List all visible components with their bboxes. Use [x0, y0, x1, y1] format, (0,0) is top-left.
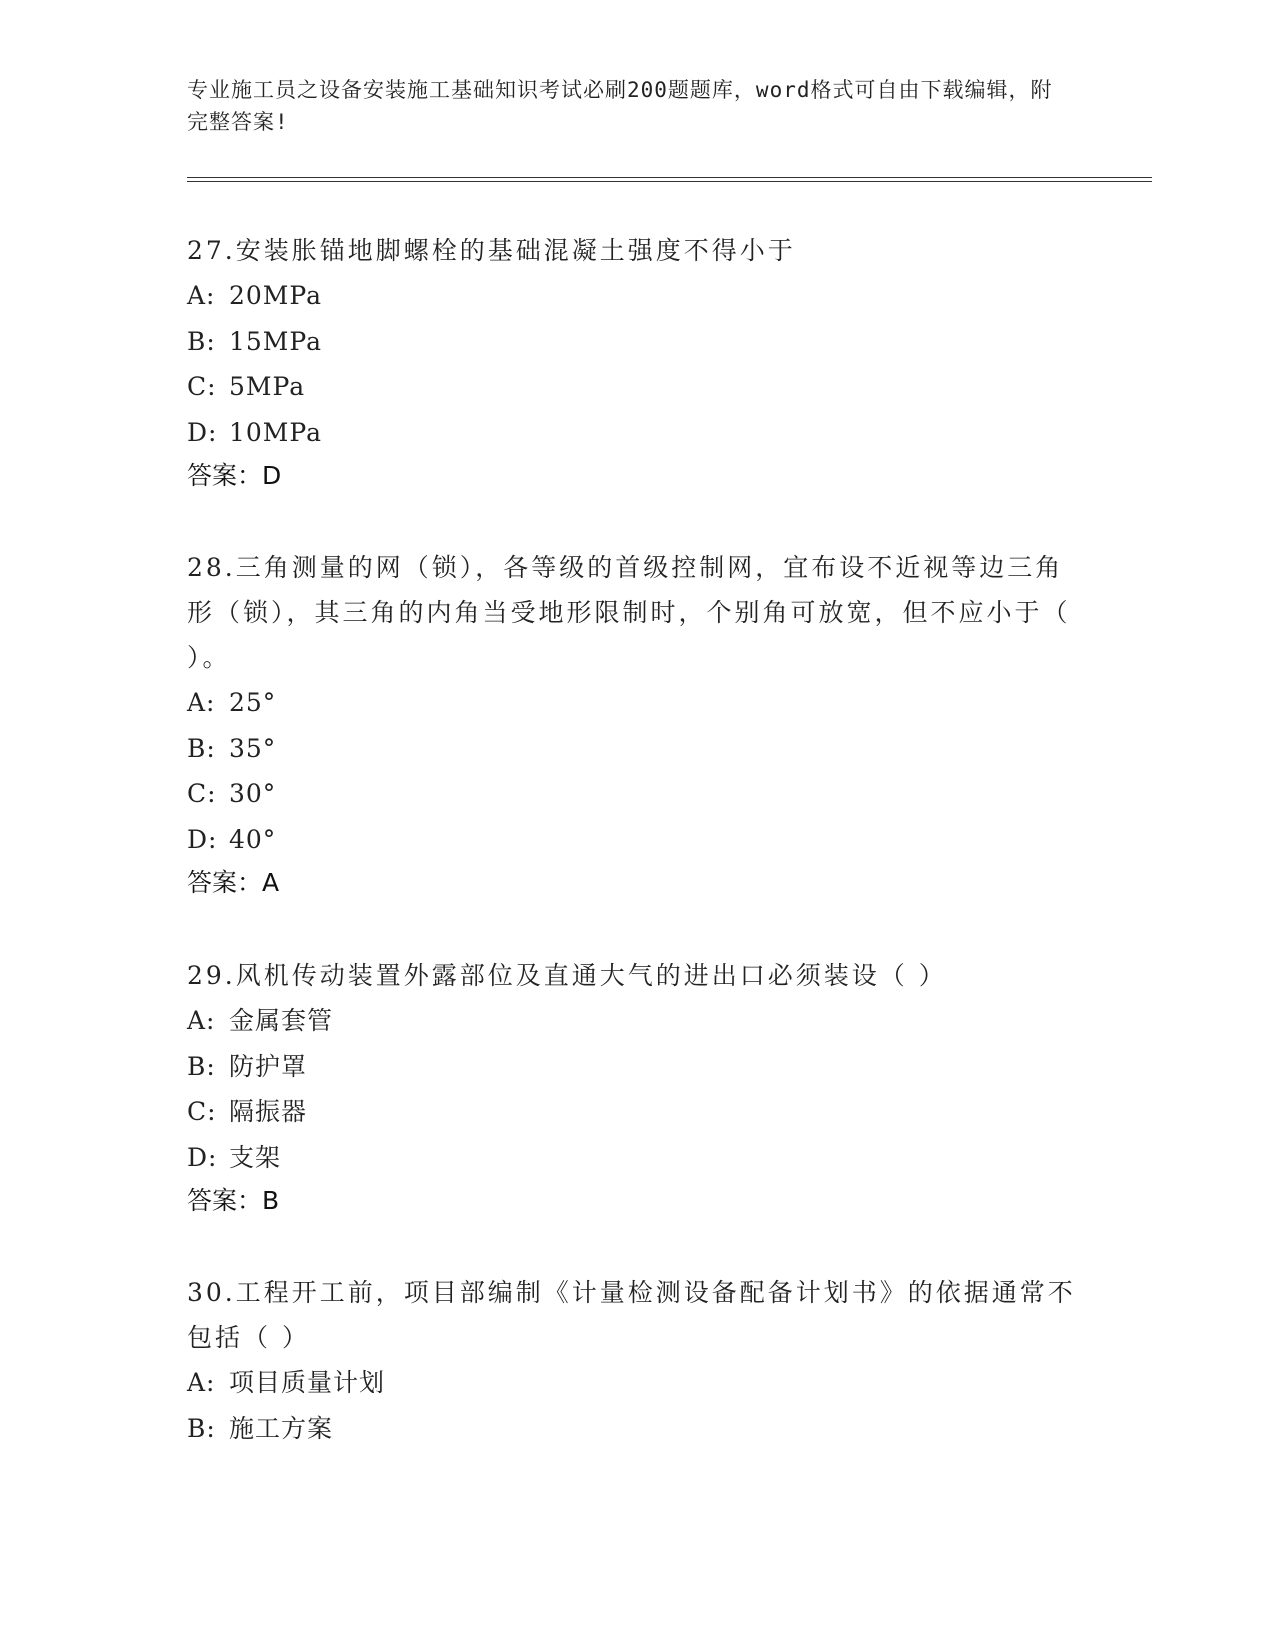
- option-text: 40°: [229, 824, 277, 854]
- question-stem: 28.三角测量的网（锁），各等级的首级控制网，宜布设不近视等边三角形（锁），其三角的内角当受地形限制时，个别角可放宽，但不应小于（ ）。: [187, 553, 1071, 672]
- option-text: 支架: [229, 1142, 282, 1172]
- answer-line: 答案：B: [187, 1186, 280, 1215]
- option-text: 35°: [229, 733, 277, 763]
- option-d: [187, 410, 1087, 456]
- option-key: C:: [187, 779, 217, 808]
- option-key: A:: [187, 1006, 216, 1035]
- option-text: 隔振器: [229, 1097, 308, 1126]
- option-key: B:: [187, 1051, 216, 1081]
- option-text: 施工方案: [229, 1413, 334, 1443]
- option-a: [187, 1360, 1087, 1406]
- option-text: 30°: [229, 779, 277, 808]
- option-text: 15MPa: [229, 326, 323, 356]
- option-d: [187, 1135, 1087, 1181]
- option-b: [187, 319, 1087, 365]
- answer-line: 答案：A: [187, 868, 280, 897]
- option-key: A:: [187, 1368, 216, 1397]
- option-key: A:: [187, 688, 216, 717]
- option-a: [187, 998, 1087, 1044]
- header-divider: [187, 177, 1152, 182]
- option-b: [187, 726, 1087, 772]
- option-a: [187, 273, 1087, 319]
- question-29: [187, 953, 1087, 1222]
- option-text: 项目质量计划: [229, 1368, 386, 1397]
- option-d: [187, 817, 1087, 863]
- option-c: [187, 364, 1087, 410]
- option-key: C:: [187, 372, 217, 401]
- question-30: [187, 1270, 1087, 1451]
- option-c: [187, 1089, 1087, 1135]
- option-a: [187, 680, 1087, 726]
- question-27: [187, 228, 1087, 497]
- option-key: B:: [187, 733, 216, 763]
- option-text: 10MPa: [229, 417, 323, 447]
- option-text: 20MPa: [229, 281, 323, 310]
- option-c: [187, 771, 1087, 817]
- question-stem: 29.风机传动装置外露部位及直通大气的进出口必须装设（ ）: [187, 961, 947, 990]
- option-text: 防护罩: [229, 1051, 308, 1081]
- option-text: 25°: [229, 688, 277, 717]
- question-28: [187, 545, 1087, 904]
- option-key: D:: [187, 824, 218, 854]
- option-key: A:: [187, 281, 216, 310]
- option-key: B:: [187, 1413, 216, 1443]
- option-b: [187, 1406, 1087, 1452]
- document-header: 专业施工员之设备安装施工基础知识考试必刷200题题库，word格式可自由下载编辑，附完整答案!: [187, 78, 1053, 134]
- option-key: B:: [187, 326, 216, 356]
- option-b: [187, 1044, 1087, 1090]
- option-key: C:: [187, 1097, 217, 1126]
- option-key: D:: [187, 1142, 218, 1172]
- option-text: 5MPa: [229, 372, 306, 401]
- question-stem: 30.工程开工前，项目部编制《计量检测设备配备计划书》的依据通常不包括（ ）: [187, 1278, 1076, 1352]
- option-key: D:: [187, 417, 218, 447]
- option-text: 金属套管: [229, 1006, 334, 1035]
- answer-line: 答案：D: [187, 461, 282, 490]
- question-stem: 27.安装胀锚地脚螺栓的基础混凝土强度不得小于: [187, 236, 796, 265]
